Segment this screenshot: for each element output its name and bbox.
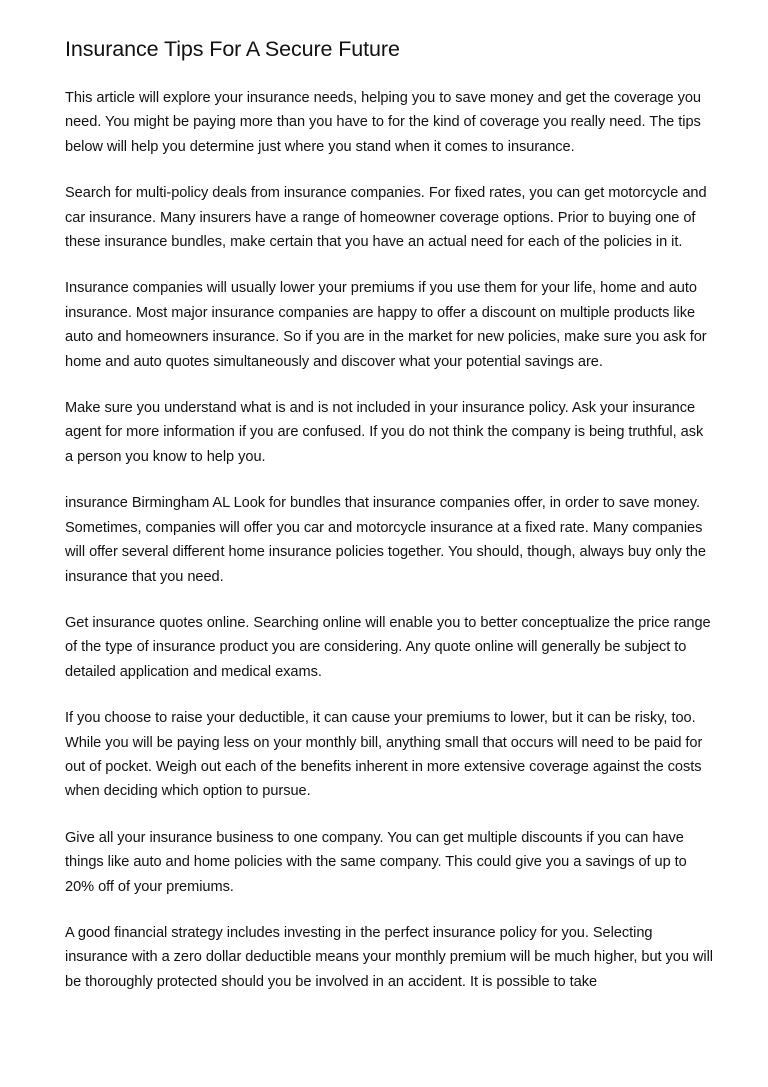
paragraph-online-quotes: Get insurance quotes online. Searching online will enable you to better conceptualize the price range of the type of insurance product you are considering. Any quote online will generally be subject to detailed application and medical exams.	[65, 614, 711, 680]
paragraph-bundle-discount: Insurance companies will usually lower your premiums if you use them for your life, home and auto insurance. Most major insurance companies are happy to offer a discount on multiple products like auto and homeowners insurance. So if you are in the market for new policies, make sure you ask for home and auto quotes simultaneously and discover what your potential savings are.	[65, 280, 707, 370]
paragraph-financial-strategy: A good financial strategy includes investing in the perfect insurance policy for you. Selecting insurance with a zero dollar deductible means your monthly premium will be much higher, but you will be thoroughly protected should you be involved in an accident. It is possible to take	[65, 924, 713, 990]
paragraph-intro: This article will explore your insurance needs, helping you to save money and get the coverage you need. You might be paying more than you have to for the kind of coverage you really need. The tips below will help you determine just where you stand when it comes to insurance.	[65, 90, 701, 155]
paragraph-deductible: If you choose to raise your deductible, it can cause your premiums to lower, but it can be risky, too. While you will be paying less on your monthly bill, anything small that occurs will need to be paid for out of pocket. Weigh out each of the benefits inherent in more extensive coverage against the costs when deciding which option to pursue.	[65, 710, 703, 800]
paragraph-birmingham-bundles: insurance Birmingham AL Look for bundles that insurance companies offer, in order to save money. Sometimes, companies will offer you car and motorcycle insurance at a fixed rate. Many companies will offer several different home insurance policies together. You should, though, always buy only the insurance that you need.	[65, 495, 706, 585]
paragraph-one-company: Give all your insurance business to one company. You can get multiple discounts if you can have things like auto and home policies with the same company. This could give you a savings of up to 20% off of your premiums.	[65, 829, 687, 895]
paragraph-understand-policy: Make sure you understand what is and is not included in your insurance policy. Ask your insurance agent for more information if you are confused. If you do not think the company is being truthful, ask a person you know to help you.	[65, 400, 704, 465]
document-page	[65, 34, 713, 994]
paragraph-multi-policy: Search for multi-policy deals from insurance companies. For fixed rates, you can get motorcycle and car insurance. Many insurers have a range of homeowner coverage options. Prior to buying one of these insurance bundles, make certain that you have an actual need for each of the policies in it.	[65, 185, 707, 251]
document-title: Insurance Tips For A Secure Future	[65, 37, 400, 61]
